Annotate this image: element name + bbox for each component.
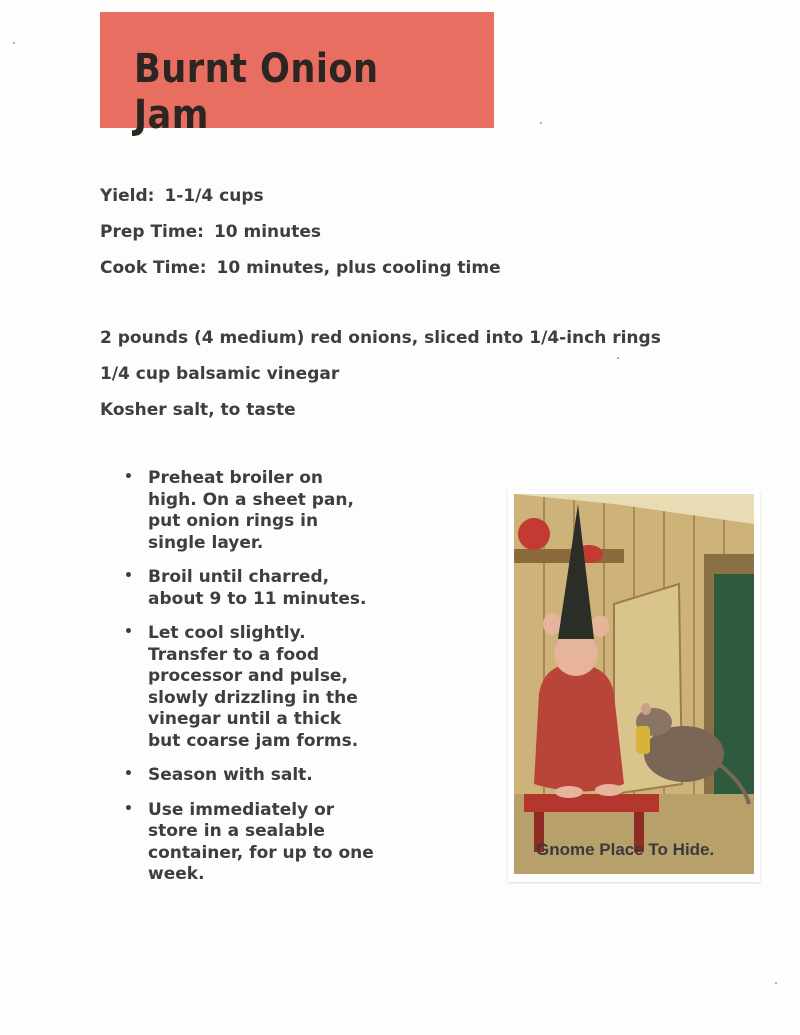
bullet-icon: • (124, 469, 133, 485)
recipe-title: Burnt Onion Jam (134, 46, 379, 138)
steps-list (122, 468, 377, 899)
step-item (122, 800, 377, 886)
gnome-photo (508, 490, 760, 882)
gnome-illustration (514, 494, 754, 874)
prep-time-value: 10 minutes (213, 222, 322, 242)
bullet-icon: • (124, 766, 133, 782)
prep-time-label: Prep Time: (100, 222, 204, 242)
cook-time-label: Cook Time: (100, 258, 207, 278)
step-text: Let cool slightly. Transfer to a food processor and pulse, slowly drizzling in the vinegar until a thick but coarse jam forms. (148, 623, 359, 751)
step-item (122, 468, 377, 554)
bullet-icon: • (124, 568, 133, 584)
step-text: Use immediately or store in a sealable container, for up to one week. (148, 799, 374, 884)
bullet-icon: • (124, 800, 133, 817)
scan-speck (540, 122, 542, 124)
ingredient-item: Kosher salt, to taste (100, 400, 296, 420)
scan-speck (617, 357, 619, 359)
step-text: Season with salt. (148, 765, 313, 785)
yield-label: Yield: (100, 186, 155, 206)
yield-line (100, 186, 264, 206)
step-text: Broil until charred, about 9 to 11 minutes. (148, 567, 367, 609)
ingredient-item: 2 pounds (4 medium) red onions, sliced into 1/4-inch rings (100, 328, 661, 348)
cook-time-value: 10 minutes, plus cooling time (216, 258, 501, 278)
scan-speck (775, 982, 777, 984)
cook-time-line (100, 258, 501, 278)
title-banner (100, 12, 494, 138)
bullet-icon: • (124, 624, 133, 640)
scan-speck (13, 42, 15, 44)
photo-caption: Gnome Place To Hide. (536, 840, 715, 859)
step-text: Preheat broiler on high. On a sheet pan, put onion rings in single layer. (148, 468, 354, 553)
step-item (122, 567, 377, 610)
yield-value: 1-1/4 cups (164, 186, 264, 206)
ingredient-item: 1/4 cup balsamic vinegar (100, 364, 340, 384)
prep-time-line (100, 222, 321, 242)
step-item (122, 765, 377, 787)
step-item (122, 623, 377, 752)
